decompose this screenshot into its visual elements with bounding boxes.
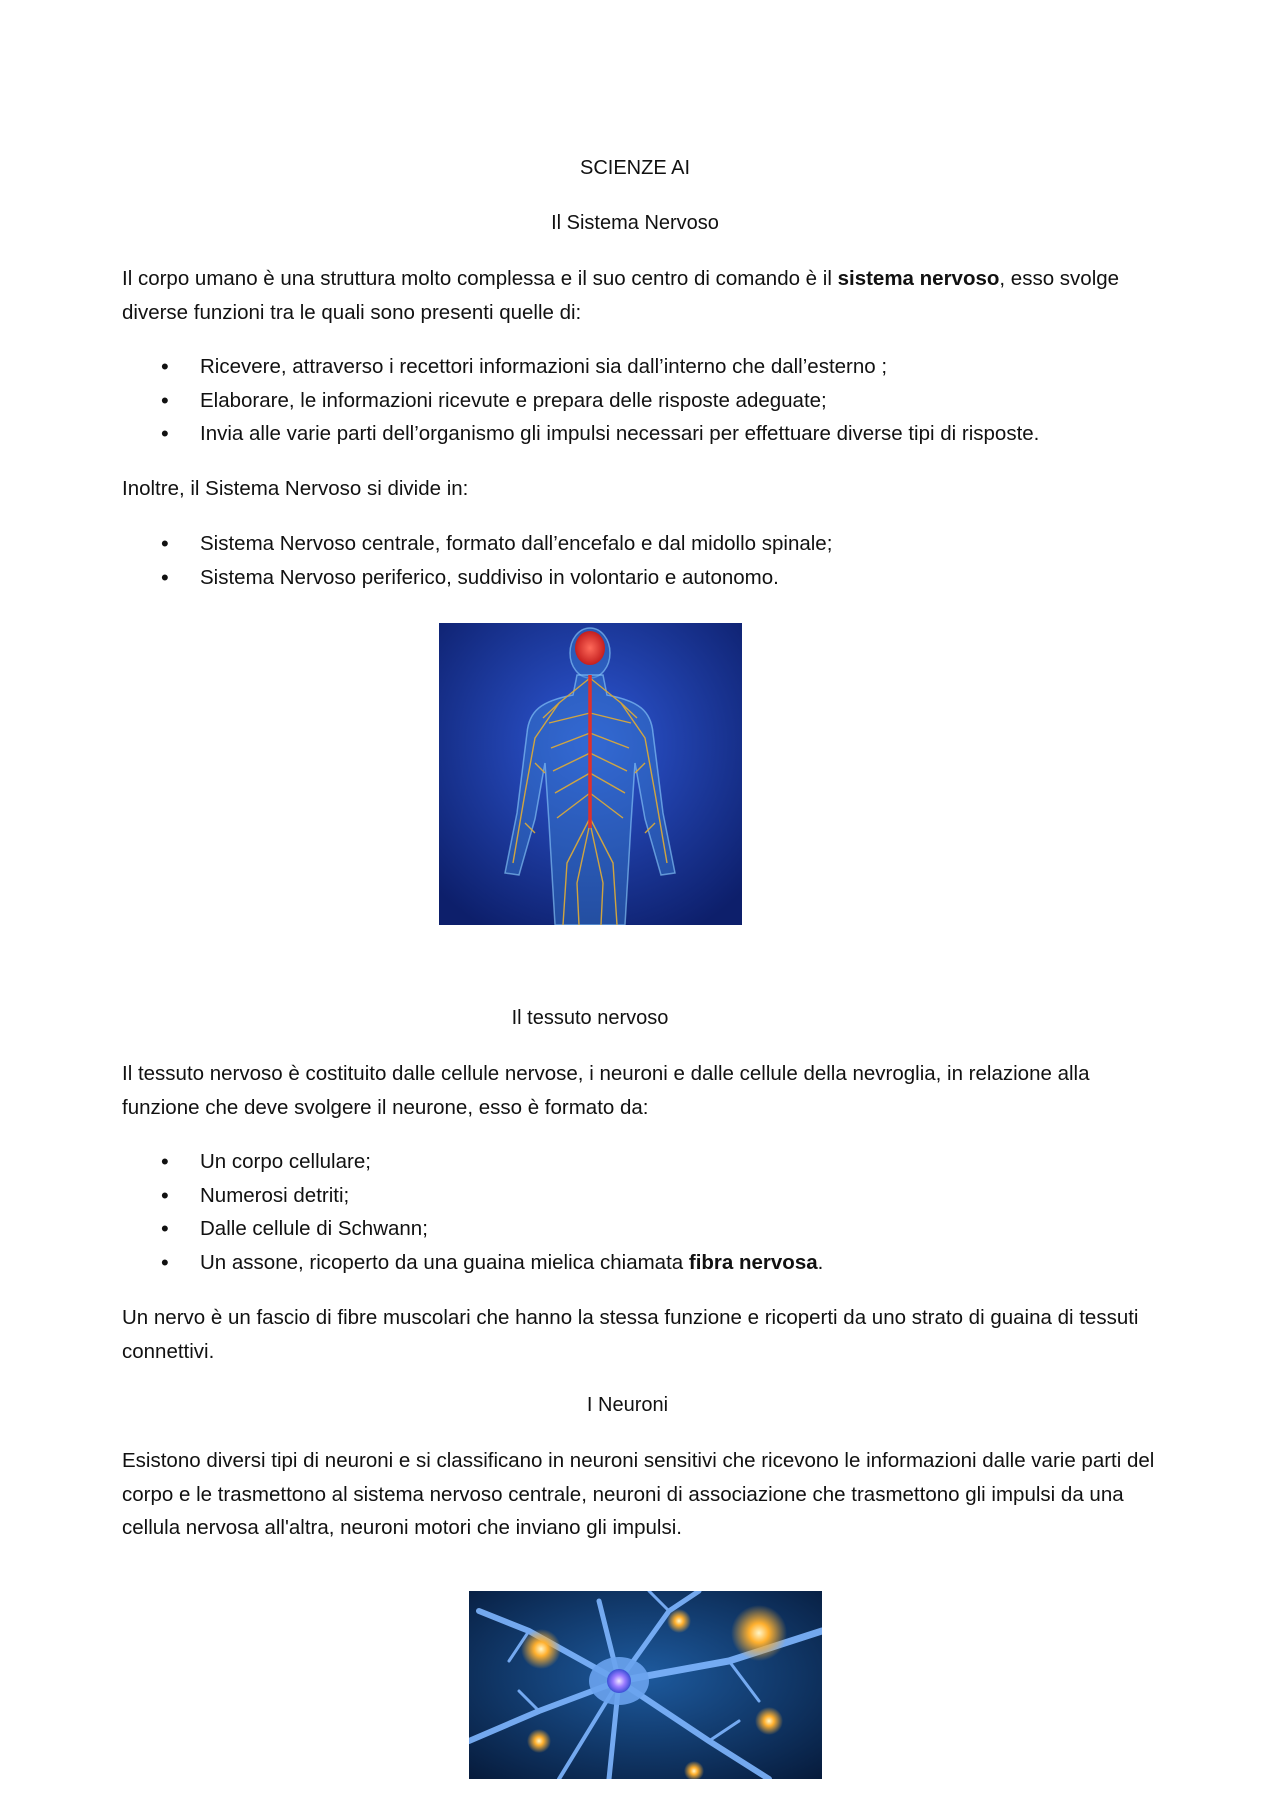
- bullet-icon: •: [161, 531, 169, 556]
- list-item: [122, 1179, 1182, 1213]
- tissue-paragraph: Il tessuto nervoso è costituito dalle cellule nervose, i neuroni e dalle cellule della nevroglia, in relazione alla funzione che deve svolgere il neurone, esso è formato da:: [122, 1062, 1090, 1119]
- bullet-icon: •: [161, 421, 169, 446]
- list-item-text: Numerosi detriti;: [200, 1183, 350, 1207]
- list-item: [122, 1145, 1182, 1179]
- bullet-icon: •: [161, 1249, 169, 1275]
- section-title-sistema-nervoso: Il Sistema Nervoso: [551, 212, 719, 234]
- bullet-icon: •: [161, 387, 169, 413]
- bullet-icon: •: [161, 354, 169, 379]
- neuron-illustration: [469, 1591, 822, 1779]
- intro-paragraph: [122, 262, 1162, 329]
- list-item: [122, 1212, 1182, 1246]
- list-item-text: Un corpo cellulare;: [200, 1150, 371, 1173]
- nervous-system-illustration: [439, 623, 742, 925]
- list-item-text: Invia alle varie parti dell’organismo gli impulsi necessari per effettuare diverse tipi di risposte.: [200, 422, 1040, 445]
- list-item: [122, 417, 1182, 451]
- neuron-image: [469, 1591, 822, 1779]
- document-title: SCIENZE AI: [579, 157, 691, 179]
- list-item: [122, 561, 1182, 595]
- neurons-paragraph: Esistono diversi tipi di neuroni e si classificano in neuroni sensitivi che ricevono le informazioni dalle varie parti del corpo e le trasmettono al sistema nervoso centrale, neuroni di associazione che trasmettono gli impulsi da una cellula nervosa all'altra, neuroni motori che inviano gli impulsi.: [122, 1449, 1155, 1539]
- bullet-icon: •: [161, 1216, 169, 1241]
- nerve-paragraph: Un nervo è un fascio di fibre muscolari che hanno la stessa funzione e ricoperti da uno strato di guaina di tessuti connettivi.: [122, 1306, 1139, 1363]
- list-item-text: Sistema Nervoso centrale, formato dall’encefalo e dal midollo spinale;: [200, 532, 833, 555]
- section-title-tessuto-nervoso: Il tessuto nervoso: [511, 1007, 669, 1029]
- divisions-list: [122, 527, 1182, 594]
- intro-bold-term: sistema nervoso: [837, 267, 1000, 290]
- bullet-icon: •: [161, 1149, 169, 1174]
- section-title-neuroni: I Neuroni: [586, 1394, 669, 1416]
- intro-text-end: , esso svolge diverse funzioni tra le quali sono presenti quelle di:: [122, 267, 1120, 324]
- list-item: [122, 384, 1182, 418]
- bullet-icon: •: [161, 564, 169, 590]
- list-item-text: Sistema Nervoso periferico, suddiviso in volontario e autonomo.: [200, 565, 779, 589]
- list-item-bold-term: fibra nervosa: [688, 1250, 818, 1274]
- list-item: [122, 350, 1182, 384]
- list-item-text: Un assone, ricoperto da una guaina mielica chiamata: [200, 1250, 689, 1274]
- list-item-text-end: .: [817, 1250, 824, 1274]
- bullet-icon: •: [161, 1182, 169, 1208]
- functions-list: [122, 350, 1182, 451]
- nervous-system-image: [439, 623, 742, 925]
- list-item-text: Elaborare, le informazioni ricevute e prepara delle risposte adeguate;: [200, 388, 827, 412]
- list-item: [122, 527, 1182, 561]
- tissue-list: [122, 1145, 1182, 1279]
- list-item-text: Ricevere, attraverso i recettori informazioni sia dall’interno che dall’esterno ;: [200, 355, 888, 378]
- intro-text: Il corpo umano è una struttura molto complessa e il suo centro di comando è il: [122, 267, 838, 290]
- list-item-text: Dalle cellule di Schwann;: [200, 1217, 428, 1240]
- list-item: [122, 1246, 1182, 1280]
- division-intro: Inoltre, il Sistema Nervoso si divide in:: [122, 477, 469, 500]
